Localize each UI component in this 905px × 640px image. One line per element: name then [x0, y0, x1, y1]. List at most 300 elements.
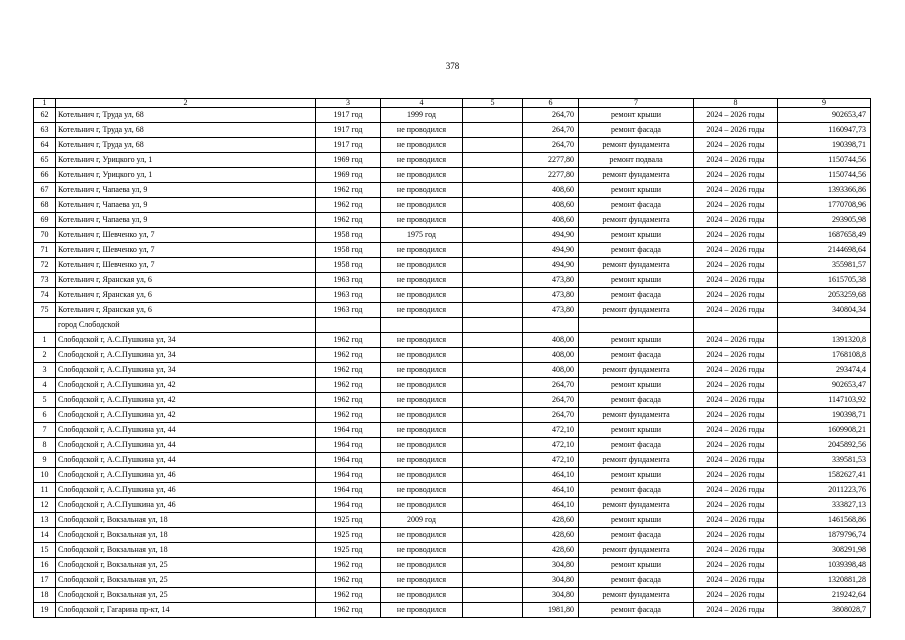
- work-type-cell: ремонт фундамента: [579, 543, 694, 558]
- cost-cell: [778, 318, 871, 333]
- table-row: [34, 243, 871, 258]
- build-year-cell: 1963 год: [316, 288, 381, 303]
- area-cell: 2277,80: [523, 153, 579, 168]
- period-cell: 2024 – 2026 годы: [694, 243, 778, 258]
- period-cell: 2024 – 2026 годы: [694, 498, 778, 513]
- page-number: 378: [445, 61, 460, 71]
- row-number: 68: [34, 198, 56, 213]
- col5-cell: [463, 198, 523, 213]
- header-cell: 3: [316, 99, 381, 108]
- last-repair-cell: не проводился: [381, 123, 463, 138]
- work-type-cell: ремонт фундамента: [579, 213, 694, 228]
- work-type-cell: ремонт крыши: [579, 513, 694, 528]
- address-cell: Слободской г, А.С.Пушкина ул, 42: [56, 393, 316, 408]
- header-row: [34, 99, 871, 108]
- table-row: [34, 303, 871, 318]
- address-cell: Котельнич г, Труда ул, 68: [56, 123, 316, 138]
- period-cell: 2024 – 2026 годы: [694, 468, 778, 483]
- address-cell: Котельнич г, Яранская ул, 6: [56, 273, 316, 288]
- cost-cell: 1147103,92: [778, 393, 871, 408]
- row-number: 19: [34, 603, 56, 618]
- address-cell: Слободской г, Гагарина пр-кт, 14: [56, 603, 316, 618]
- last-repair-cell: не проводился: [381, 543, 463, 558]
- col5-cell: [463, 528, 523, 543]
- area-cell: 1981,80: [523, 603, 579, 618]
- cost-cell: 293905,98: [778, 213, 871, 228]
- work-type-cell: ремонт фундамента: [579, 303, 694, 318]
- last-repair-cell: не проводился: [381, 198, 463, 213]
- row-number: 71: [34, 243, 56, 258]
- cost-cell: 190398,71: [778, 408, 871, 423]
- col5-cell: [463, 108, 523, 123]
- cost-cell: 1582627,41: [778, 468, 871, 483]
- cost-cell: 340804,34: [778, 303, 871, 318]
- col5-cell: [463, 348, 523, 363]
- period-cell: 2024 – 2026 годы: [694, 168, 778, 183]
- build-year-cell: 1963 год: [316, 303, 381, 318]
- work-type-cell: ремонт фундамента: [579, 363, 694, 378]
- last-repair-cell: не проводился: [381, 303, 463, 318]
- address-cell: Котельнич г, Труда ул, 68: [56, 108, 316, 123]
- work-type-cell: ремонт фасада: [579, 348, 694, 363]
- work-type-cell: ремонт фундамента: [579, 408, 694, 423]
- period-cell: 2024 – 2026 годы: [694, 528, 778, 543]
- address-cell: Слободской г, А.С.Пушкина ул, 44: [56, 453, 316, 468]
- row-number: 3: [34, 363, 56, 378]
- row-number: 12: [34, 498, 56, 513]
- address-cell: Слободской г, А.С.Пушкина ул, 46: [56, 498, 316, 513]
- last-repair-cell: не проводился: [381, 288, 463, 303]
- table-row: [34, 258, 871, 273]
- work-type-cell: ремонт фундамента: [579, 168, 694, 183]
- col5-cell: [463, 453, 523, 468]
- col5-cell: [463, 153, 523, 168]
- header-cell: 1: [34, 99, 56, 108]
- last-repair-cell: [381, 318, 463, 333]
- table-row: [34, 198, 871, 213]
- cost-cell: 2144698,64: [778, 243, 871, 258]
- last-repair-cell: не проводился: [381, 138, 463, 153]
- area-cell: 494,90: [523, 228, 579, 243]
- col5-cell: [463, 498, 523, 513]
- cost-cell: 1150744,56: [778, 168, 871, 183]
- area-cell: 464,10: [523, 468, 579, 483]
- col5-cell: [463, 378, 523, 393]
- table-row: [34, 273, 871, 288]
- build-year-cell: 1925 год: [316, 513, 381, 528]
- row-number: 7: [34, 423, 56, 438]
- area-cell: 264,70: [523, 378, 579, 393]
- period-cell: 2024 – 2026 годы: [694, 213, 778, 228]
- area-cell: 464,10: [523, 498, 579, 513]
- row-number: 64: [34, 138, 56, 153]
- period-cell: 2024 – 2026 годы: [694, 288, 778, 303]
- period-cell: 2024 – 2026 годы: [694, 138, 778, 153]
- cost-cell: 1609908,21: [778, 423, 871, 438]
- build-year-cell: 1963 год: [316, 273, 381, 288]
- work-type-cell: ремонт крыши: [579, 183, 694, 198]
- work-type-cell: ремонт фасада: [579, 573, 694, 588]
- row-number: 6: [34, 408, 56, 423]
- table-row: [34, 318, 871, 333]
- build-year-cell: 1962 год: [316, 183, 381, 198]
- address-cell: Котельнич г, Шевченко ул, 7: [56, 243, 316, 258]
- build-year-cell: 1962 год: [316, 393, 381, 408]
- table-row: [34, 423, 871, 438]
- cost-cell: 308291,98: [778, 543, 871, 558]
- build-year-cell: 1962 год: [316, 363, 381, 378]
- table-row: [34, 168, 871, 183]
- cost-cell: 190398,71: [778, 138, 871, 153]
- address-cell: Слободской г, Вокзальная ул, 18: [56, 513, 316, 528]
- work-type-cell: ремонт фасада: [579, 393, 694, 408]
- col5-cell: [463, 573, 523, 588]
- table-row: [34, 183, 871, 198]
- last-repair-cell: не проводился: [381, 528, 463, 543]
- area-cell: 408,00: [523, 348, 579, 363]
- period-cell: 2024 – 2026 годы: [694, 153, 778, 168]
- last-repair-cell: 1999 год: [381, 108, 463, 123]
- area-cell: 408,60: [523, 213, 579, 228]
- table-row: [34, 153, 871, 168]
- address-cell: Слободской г, А.С.Пушкина ул, 46: [56, 468, 316, 483]
- last-repair-cell: не проводился: [381, 258, 463, 273]
- col5-cell: [463, 468, 523, 483]
- work-type-cell: ремонт фасада: [579, 528, 694, 543]
- last-repair-cell: не проводился: [381, 153, 463, 168]
- last-repair-cell: не проводился: [381, 273, 463, 288]
- area-cell: 472,10: [523, 438, 579, 453]
- build-year-cell: 1962 год: [316, 558, 381, 573]
- cost-cell: 1770708,96: [778, 198, 871, 213]
- table-row: [34, 213, 871, 228]
- work-type-cell: ремонт крыши: [579, 558, 694, 573]
- col5-cell: [463, 213, 523, 228]
- area-cell: 264,70: [523, 393, 579, 408]
- work-type-cell: ремонт крыши: [579, 333, 694, 348]
- period-cell: 2024 – 2026 годы: [694, 558, 778, 573]
- cost-cell: 1391320,8: [778, 333, 871, 348]
- work-type-cell: ремонт фундамента: [579, 498, 694, 513]
- last-repair-cell: не проводился: [381, 408, 463, 423]
- area-cell: 408,00: [523, 333, 579, 348]
- table-row: [34, 138, 871, 153]
- col5-cell: [463, 288, 523, 303]
- build-year-cell: 1969 год: [316, 153, 381, 168]
- last-repair-cell: не проводился: [381, 573, 463, 588]
- row-number: [34, 318, 56, 333]
- build-year-cell: 1964 год: [316, 468, 381, 483]
- area-cell: 473,80: [523, 288, 579, 303]
- table-row: [34, 288, 871, 303]
- row-number: 2: [34, 348, 56, 363]
- row-number: 8: [34, 438, 56, 453]
- last-repair-cell: не проводился: [381, 453, 463, 468]
- period-cell: 2024 – 2026 годы: [694, 453, 778, 468]
- cost-cell: 902653,47: [778, 378, 871, 393]
- period-cell: 2024 – 2026 годы: [694, 123, 778, 138]
- col5-cell: [463, 588, 523, 603]
- build-year-cell: 1964 год: [316, 498, 381, 513]
- cost-cell: 355981,57: [778, 258, 871, 273]
- cost-cell: 902653,47: [778, 108, 871, 123]
- cost-cell: 2011223,76: [778, 483, 871, 498]
- build-year-cell: 1964 год: [316, 483, 381, 498]
- col5-cell: [463, 168, 523, 183]
- table-row: [34, 123, 871, 138]
- col5-cell: [463, 138, 523, 153]
- col5-cell: [463, 603, 523, 618]
- last-repair-cell: не проводился: [381, 558, 463, 573]
- cost-cell: 339581,53: [778, 453, 871, 468]
- address-cell: город Слободской: [56, 318, 316, 333]
- build-year-cell: 1958 год: [316, 258, 381, 273]
- build-year-cell: 1958 год: [316, 243, 381, 258]
- address-cell: Слободской г, А.С.Пушкина ул, 46: [56, 483, 316, 498]
- table-row: [34, 348, 871, 363]
- area-cell: 428,60: [523, 543, 579, 558]
- address-cell: Котельнич г, Яранская ул, 6: [56, 303, 316, 318]
- area-cell: 473,80: [523, 303, 579, 318]
- period-cell: 2024 – 2026 годы: [694, 258, 778, 273]
- table-row: [34, 528, 871, 543]
- table-row: [34, 333, 871, 348]
- build-year-cell: 1917 год: [316, 123, 381, 138]
- col5-cell: [463, 558, 523, 573]
- col5-cell: [463, 438, 523, 453]
- table-row: [34, 378, 871, 393]
- work-type-cell: ремонт фундамента: [579, 138, 694, 153]
- col5-cell: [463, 408, 523, 423]
- work-type-cell: ремонт крыши: [579, 108, 694, 123]
- last-repair-cell: не проводился: [381, 378, 463, 393]
- build-year-cell: 1962 год: [316, 348, 381, 363]
- last-repair-cell: 1975 год: [381, 228, 463, 243]
- cost-cell: 2053259,68: [778, 288, 871, 303]
- last-repair-cell: не проводился: [381, 588, 463, 603]
- cost-cell: 1160947,73: [778, 123, 871, 138]
- cost-cell: 333827,13: [778, 498, 871, 513]
- table-row: [34, 408, 871, 423]
- table-row: [34, 108, 871, 123]
- header-cell: 7: [579, 99, 694, 108]
- area-cell: 494,90: [523, 243, 579, 258]
- cost-cell: 1393366,86: [778, 183, 871, 198]
- address-cell: Слободской г, Вокзальная ул, 18: [56, 543, 316, 558]
- period-cell: 2024 – 2026 годы: [694, 513, 778, 528]
- area-cell: 264,70: [523, 123, 579, 138]
- cost-cell: 293474,4: [778, 363, 871, 378]
- build-year-cell: 1962 год: [316, 603, 381, 618]
- work-type-cell: ремонт фасада: [579, 123, 694, 138]
- row-number: 13: [34, 513, 56, 528]
- table-row: [34, 543, 871, 558]
- work-type-cell: ремонт крыши: [579, 273, 694, 288]
- address-cell: Котельнич г, Шевченко ул, 7: [56, 228, 316, 243]
- area-cell: 472,10: [523, 453, 579, 468]
- build-year-cell: 1964 год: [316, 423, 381, 438]
- build-year-cell: 1962 год: [316, 213, 381, 228]
- last-repair-cell: не проводился: [381, 423, 463, 438]
- period-cell: 2024 – 2026 годы: [694, 423, 778, 438]
- row-number: 66: [34, 168, 56, 183]
- last-repair-cell: не проводился: [381, 168, 463, 183]
- area-cell: [523, 318, 579, 333]
- work-type-cell: ремонт крыши: [579, 228, 694, 243]
- work-type-cell: ремонт фасада: [579, 483, 694, 498]
- period-cell: 2024 – 2026 годы: [694, 183, 778, 198]
- cost-cell: 1320881,28: [778, 573, 871, 588]
- build-year-cell: 1962 год: [316, 573, 381, 588]
- address-cell: Котельнич г, Урицкого ул, 1: [56, 168, 316, 183]
- work-type-cell: ремонт фундамента: [579, 453, 694, 468]
- col5-cell: [463, 318, 523, 333]
- build-year-cell: 1964 год: [316, 453, 381, 468]
- build-year-cell: 1962 год: [316, 378, 381, 393]
- table-row: [34, 393, 871, 408]
- last-repair-cell: не проводился: [381, 468, 463, 483]
- work-type-cell: ремонт фундамента: [579, 588, 694, 603]
- row-number: 70: [34, 228, 56, 243]
- address-cell: Слободской г, Вокзальная ул, 25: [56, 588, 316, 603]
- row-number: 9: [34, 453, 56, 468]
- period-cell: 2024 – 2026 годы: [694, 408, 778, 423]
- col5-cell: [463, 483, 523, 498]
- table-row: [34, 603, 871, 618]
- address-cell: Слободской г, Вокзальная ул, 18: [56, 528, 316, 543]
- area-cell: 304,80: [523, 588, 579, 603]
- row-number: 72: [34, 258, 56, 273]
- row-number: 16: [34, 558, 56, 573]
- work-type-cell: ремонт крыши: [579, 378, 694, 393]
- address-cell: Котельнич г, Урицкого ул, 1: [56, 153, 316, 168]
- address-cell: Слободской г, А.С.Пушкина ул, 42: [56, 378, 316, 393]
- area-cell: 473,80: [523, 273, 579, 288]
- col5-cell: [463, 228, 523, 243]
- row-number: 63: [34, 123, 56, 138]
- area-cell: 264,70: [523, 108, 579, 123]
- col5-cell: [463, 183, 523, 198]
- cost-cell: 1615705,38: [778, 273, 871, 288]
- row-number: 14: [34, 528, 56, 543]
- address-cell: Слободской г, Вокзальная ул, 25: [56, 573, 316, 588]
- last-repair-cell: не проводился: [381, 498, 463, 513]
- cost-cell: 2045892,56: [778, 438, 871, 453]
- work-type-cell: ремонт фасада: [579, 438, 694, 453]
- period-cell: 2024 – 2026 годы: [694, 543, 778, 558]
- row-number: 74: [34, 288, 56, 303]
- period-cell: 2024 – 2026 годы: [694, 303, 778, 318]
- build-year-cell: [316, 318, 381, 333]
- table-row: [34, 483, 871, 498]
- work-type-cell: ремонт крыши: [579, 468, 694, 483]
- table-row: [34, 228, 871, 243]
- area-cell: 304,80: [523, 558, 579, 573]
- cost-cell: 219242,64: [778, 588, 871, 603]
- address-cell: Слободской г, А.С.Пушкина ул, 34: [56, 363, 316, 378]
- work-type-cell: ремонт фасада: [579, 603, 694, 618]
- build-year-cell: 1962 год: [316, 198, 381, 213]
- period-cell: 2024 – 2026 годы: [694, 378, 778, 393]
- row-number: 75: [34, 303, 56, 318]
- build-year-cell: 1962 год: [316, 333, 381, 348]
- row-number: 67: [34, 183, 56, 198]
- col5-cell: [463, 123, 523, 138]
- address-cell: Слободской г, А.С.Пушкина ул, 44: [56, 423, 316, 438]
- area-cell: 472,10: [523, 423, 579, 438]
- row-number: 4: [34, 378, 56, 393]
- period-cell: 2024 – 2026 годы: [694, 603, 778, 618]
- col5-cell: [463, 303, 523, 318]
- row-number: 5: [34, 393, 56, 408]
- area-cell: 264,70: [523, 408, 579, 423]
- row-number: 73: [34, 273, 56, 288]
- header-cell: 6: [523, 99, 579, 108]
- period-cell: 2024 – 2026 годы: [694, 228, 778, 243]
- col5-cell: [463, 273, 523, 288]
- row-number: 69: [34, 213, 56, 228]
- work-type-cell: ремонт фасада: [579, 198, 694, 213]
- last-repair-cell: не проводился: [381, 243, 463, 258]
- work-type-cell: ремонт фасада: [579, 288, 694, 303]
- cost-cell: 3808028,7: [778, 603, 871, 618]
- period-cell: 2024 – 2026 годы: [694, 363, 778, 378]
- build-year-cell: 1969 год: [316, 168, 381, 183]
- row-number: 17: [34, 573, 56, 588]
- last-repair-cell: не проводился: [381, 438, 463, 453]
- table-row: [34, 558, 871, 573]
- row-number: 65: [34, 153, 56, 168]
- header-cell: 9: [778, 99, 871, 108]
- area-cell: 408,60: [523, 198, 579, 213]
- build-year-cell: 1917 год: [316, 138, 381, 153]
- col5-cell: [463, 393, 523, 408]
- col5-cell: [463, 333, 523, 348]
- cost-cell: 1687658,49: [778, 228, 871, 243]
- cost-cell: 1879796,74: [778, 528, 871, 543]
- table-row: [34, 588, 871, 603]
- table-row: [34, 513, 871, 528]
- last-repair-cell: 2009 год: [381, 513, 463, 528]
- address-cell: Слободской г, А.С.Пушкина ул, 44: [56, 438, 316, 453]
- period-cell: 2024 – 2026 годы: [694, 588, 778, 603]
- address-cell: Котельнич г, Труда ул, 68: [56, 138, 316, 153]
- table-row: [34, 573, 871, 588]
- header-cell: 2: [56, 99, 316, 108]
- address-cell: Котельнич г, Чапаева ул, 9: [56, 198, 316, 213]
- row-number: 1: [34, 333, 56, 348]
- address-cell: Слободской г, А.С.Пушкина ул, 34: [56, 333, 316, 348]
- col5-cell: [463, 243, 523, 258]
- row-number: 10: [34, 468, 56, 483]
- period-cell: 2024 – 2026 годы: [694, 273, 778, 288]
- area-cell: 464,10: [523, 483, 579, 498]
- last-repair-cell: не проводился: [381, 183, 463, 198]
- row-number: 15: [34, 543, 56, 558]
- last-repair-cell: не проводился: [381, 363, 463, 378]
- work-type-cell: ремонт крыши: [579, 423, 694, 438]
- table-row: [34, 453, 871, 468]
- col5-cell: [463, 513, 523, 528]
- col5-cell: [463, 543, 523, 558]
- last-repair-cell: не проводился: [381, 348, 463, 363]
- period-cell: 2024 – 2026 годы: [694, 483, 778, 498]
- address-cell: Котельнич г, Яранская ул, 6: [56, 288, 316, 303]
- build-year-cell: 1958 год: [316, 228, 381, 243]
- area-cell: 428,60: [523, 513, 579, 528]
- period-cell: 2024 – 2026 годы: [694, 573, 778, 588]
- period-cell: 2024 – 2026 годы: [694, 348, 778, 363]
